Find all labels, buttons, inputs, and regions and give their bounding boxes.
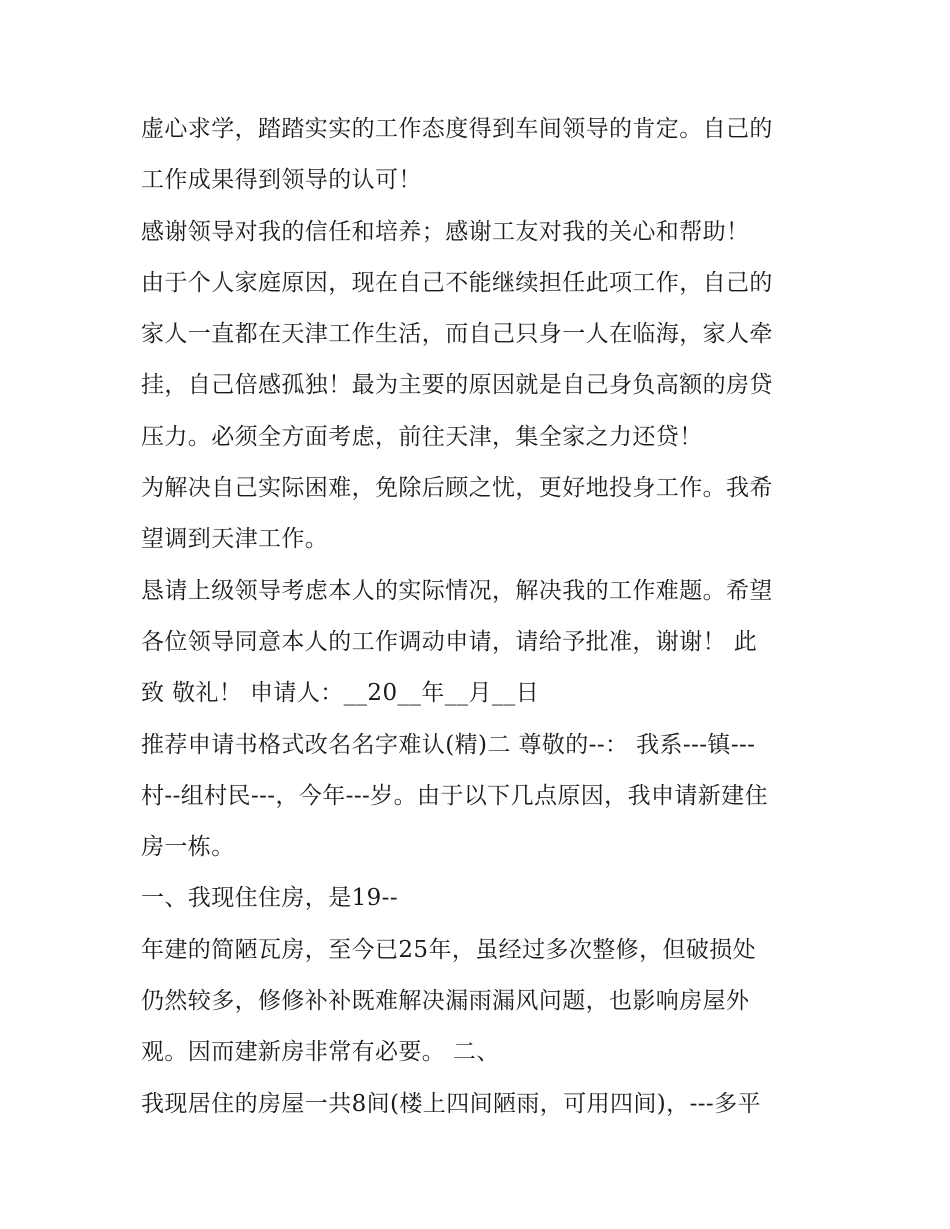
text-line: 挂，自己倍感孤独！最为主要的原因就是自己身负高额的房贷	[141, 372, 773, 399]
text-line: 工作成果得到领导的认可！	[141, 167, 422, 194]
text-line: 一、我现住住房，是19--	[141, 885, 399, 912]
text-line: 年建的简陋瓦房，至今已25年，虽经过多次整修，但破损处	[141, 936, 757, 963]
text-line: 房一栋。	[141, 834, 235, 861]
text-line: 推荐申请书格式改名名字难认(精)二 尊敬的--： 我系---镇---	[141, 731, 756, 758]
text-line: 虚心求学，踏踏实实的工作态度得到车间领导的肯定。自己的	[141, 116, 773, 142]
text-line: 感谢领导对我的信任和培养；感谢工友对我的关心和帮助！	[141, 218, 750, 245]
text-line: 仍然较多，修修补补既难解决漏雨漏风问题，也影响房屋外	[141, 988, 750, 1015]
text-line: 恳请上级领导考虑本人的实际情况，解决我的工作难题。希望	[141, 577, 773, 604]
body-text	[141, 104, 821, 1130]
text-line: 观。因而建新房非常有必要。 二、	[141, 1039, 500, 1066]
text-line: 村--组村民---，今年---岁。由于以下几点原因，我申请新建住	[141, 782, 768, 809]
text-line: 由于个人家庭原因，现在自己不能继续担任此项工作，自己的	[141, 269, 773, 296]
text-line: 望调到天津工作。	[141, 526, 329, 553]
signature-line: 致 敬礼！ 申请人：__20__年__月__日	[141, 680, 540, 707]
text-line: 压力。必须全方面考虑，前往天津，集全家之力还贷！	[141, 423, 703, 450]
text-line: 家人一直都在天津工作生活，而自己只身一人在临海，家人牵	[141, 321, 773, 348]
text-line: 各位领导同意本人的工作调动申请，请给予批准，谢谢！ 此	[141, 628, 758, 655]
text-line: 我现居住的房屋一共8间(楼上四间陋雨，可用四间)，---多平	[141, 1090, 761, 1117]
text-line: 为解决自己实际困难，免除后顾之忧，更好地投身工作。我希	[141, 475, 773, 502]
